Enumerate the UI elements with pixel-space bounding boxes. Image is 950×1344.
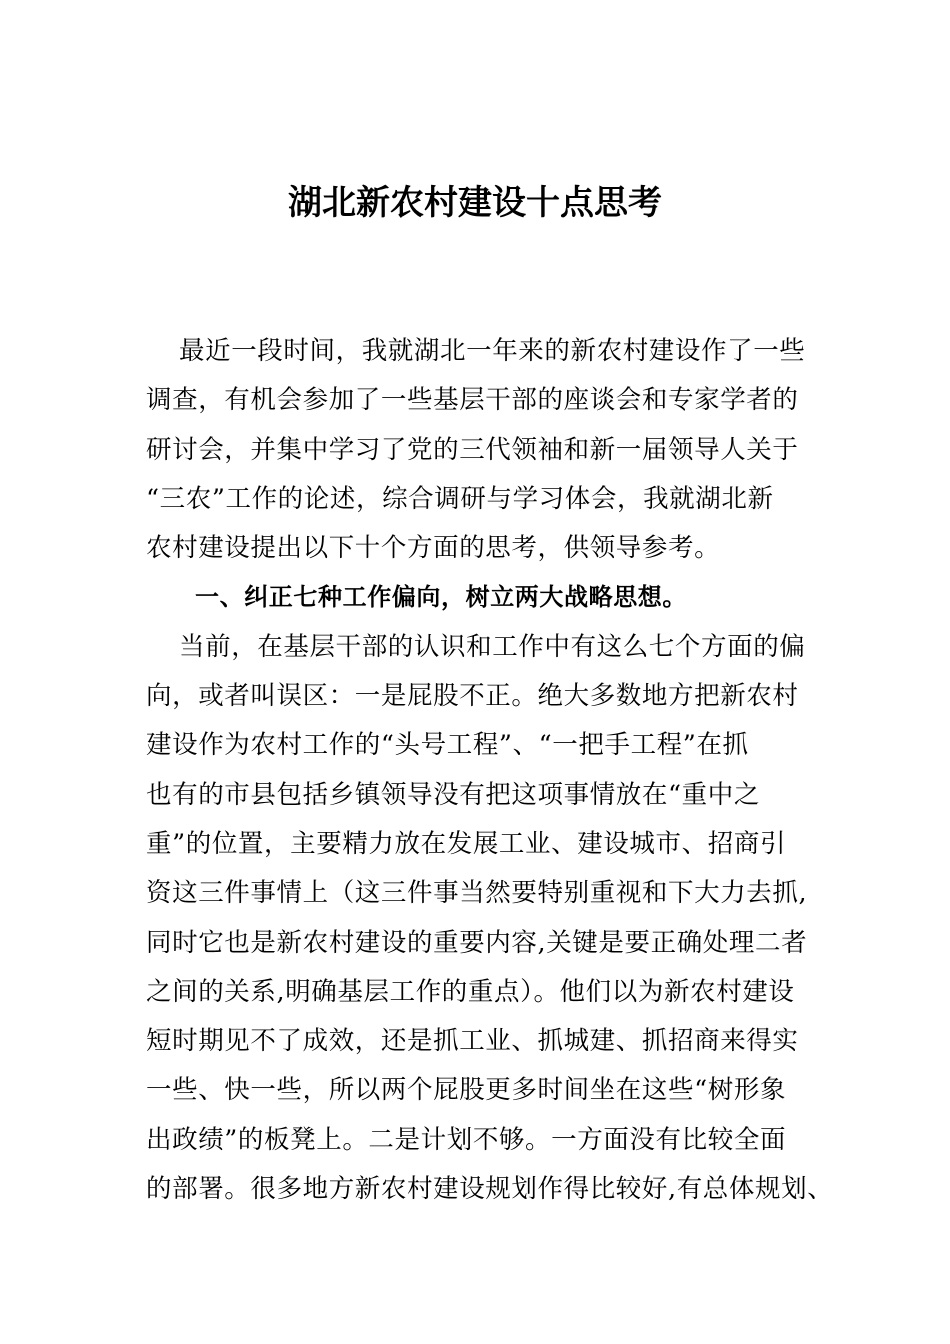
paragraph-line: 向，或者叫误区：一是屁股不正。绝大多数地方把新农村	[146, 681, 799, 712]
paragraph-line: 当前，在基层干部的认识和工作中有这么七个方面的偏	[179, 631, 806, 662]
paragraph-line: 短时期见不了成效，还是抓工业、抓城建、抓招商来得实	[146, 1026, 799, 1057]
section-heading: 一、纠正七种工作偏向，树立两大战略思想。	[195, 583, 687, 612]
paragraph-line: 调查，有机会参加了一些基层干部的座谈会和专家学者的	[146, 385, 799, 416]
paragraph-line: “三农”工作的论述，综合调研与学习体会，我就湖北新	[146, 483, 774, 514]
paragraph-line: 最近一段时间，我就湖北一年来的新农村建设作了一些	[179, 336, 806, 366]
paragraph-line: 的部署。很多地方新农村建设规划作得比较好,有总体规划、	[146, 1174, 834, 1205]
paragraph-line: 重”的位置，主要精力放在发展工业、建设城市、招商引	[146, 828, 787, 859]
paragraph-line: 出政绩”的板凳上。二是计划不够。一方面没有比较全面	[146, 1124, 787, 1155]
paragraph-line: 建设作为农村工作的“头号工程”、“一把手工程”在抓	[146, 730, 749, 761]
paragraph-line: 同时它也是新农村建设的重要内容,关键是要正确处理二者	[146, 927, 808, 958]
paragraph-line: 研讨会，并集中学习了党的三代领袖和新一届领导人关于	[146, 434, 799, 465]
document-title: 湖北新农村建设十点思考	[288, 183, 662, 223]
paragraph-line: 之间的关系,明确基层工作的重点）。他们以为新农村建设	[146, 976, 795, 1007]
document-body	[146, 327, 834, 1214]
paragraph-line: 资这三件事情上（这三件事当然要特别重视和下大力去抓,	[146, 878, 808, 909]
paragraph-line: 农村建设提出以下十个方面的思考，供领导参考。	[146, 533, 721, 564]
paragraph-line: 一些、快一些，所以两个屁股更多时间坐在这些“树形象	[146, 1075, 787, 1106]
paragraph-line: 也有的市县包括乡镇领导没有把这项事情放在“重中之	[146, 779, 760, 810]
